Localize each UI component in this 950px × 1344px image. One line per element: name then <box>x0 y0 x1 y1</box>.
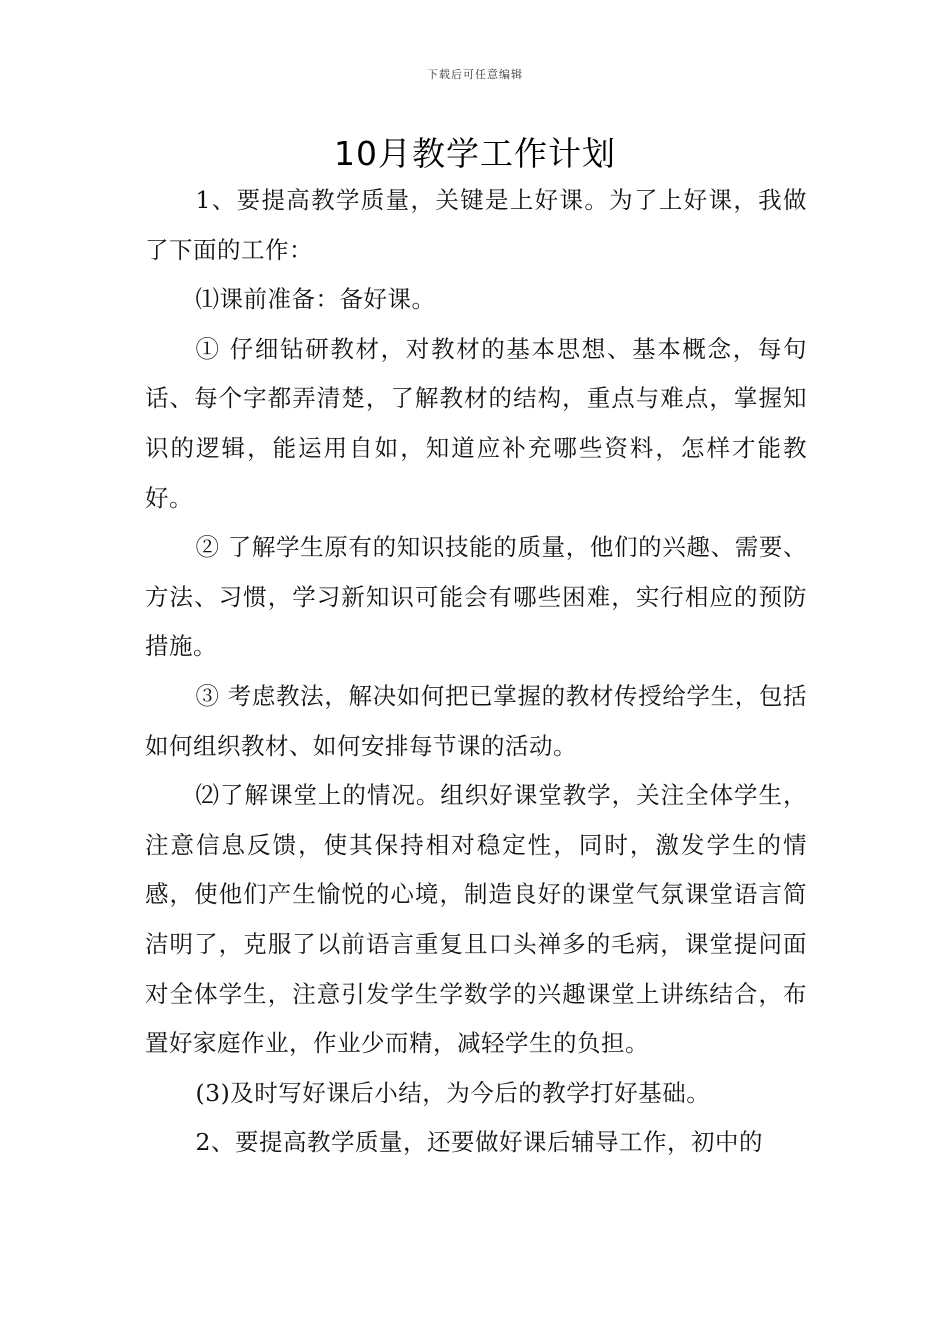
paragraph: (3)及时写好课后小结，为今后的教学打好基础。 <box>195 1078 711 1107</box>
paragraph: ② 了解学生原有的知识技能的质量，他们的兴趣、需要、方法、习惯，学习新知识可能会有哪些困难，实行相应的预防措施。 <box>145 533 807 661</box>
document-title: 10月教学工作计划 <box>334 134 616 173</box>
paragraph: 1、要提高教学质量，关键是上好课。为了上好课，我做了下面的工作： <box>145 186 807 264</box>
header-note: 下载后可任意编辑 <box>427 68 523 81</box>
paragraph: ⑵了解课堂上的情况。组织好课堂教学，关注全体学生，注意信息反馈，使其保持相对稳定性，同时，激发学生的情感，使他们产生愉悦的心境，制造良好的课堂气氛课堂语言简洁明了，克服了以前语言重复且口头禅多的毛病，课堂提问面对全体学生，注意引发学生学数学的兴趣课堂上讲练结合，布置好家庭作业，作业少而精，减轻学生的负担。 <box>145 781 807 1058</box>
document-body <box>145 176 807 1168</box>
paragraph: ① 仔细钻研教材，对教材的基本思想、基本概念，每句话、每个字都弄清楚，了解教材的结构，重点与难点，掌握知识的逻辑，能运用自如，知道应补充哪些资料，怎样才能教好。 <box>145 334 807 512</box>
paragraph: 2、要提高教学质量，还要做好课后辅导工作，初中的 <box>195 1128 763 1157</box>
paragraph: ③ 考虑教法，解决如何把已掌握的教材传授给学生，包括如何组织教材、如何安排每节课的活动。 <box>145 681 807 760</box>
paragraph: ⑴课前准备：备好课。 <box>195 285 436 314</box>
